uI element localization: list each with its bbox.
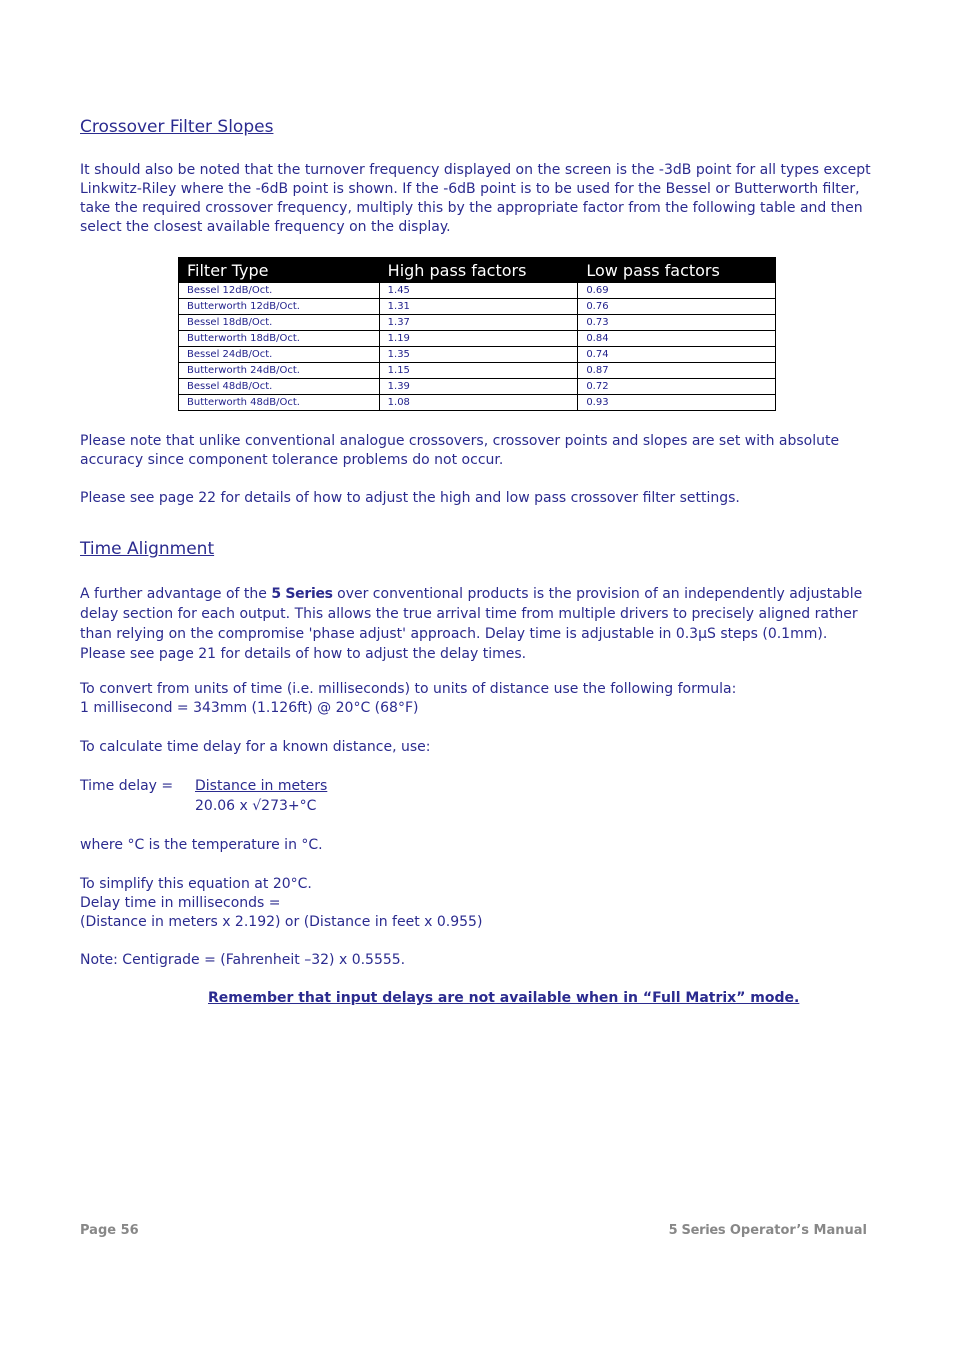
formula-text: 1 millisecond = 343mm (1.126ft) @ 20°C (68°F) — [80, 700, 419, 716]
high-pass-cell: 1.31 — [379, 299, 578, 315]
section-heading-crossover: Crossover Filter Slopes — [80, 117, 274, 137]
high-pass-cell: 1.39 — [379, 379, 578, 395]
table-header-row — [179, 258, 776, 283]
table-row — [179, 347, 776, 363]
low-pass-cell: 0.69 — [578, 283, 776, 299]
table-row — [179, 363, 776, 379]
filter-type-cell: Bessel 18dB/Oct. — [179, 315, 380, 331]
filter-factors-table — [178, 257, 776, 411]
conversion-paragraph — [80, 680, 880, 718]
footer-manual-label: Operator’s Manual — [725, 1223, 867, 1238]
high-pass-cell: 1.08 — [379, 395, 578, 411]
filter-type-cell: Bessel 48dB/Oct. — [179, 379, 380, 395]
footer-title — [669, 1223, 867, 1238]
formula-denominator: 20.06 x √273+°C — [195, 798, 317, 814]
table-row — [179, 379, 776, 395]
paragraph-text: Please see page 21 for details of how to adjust the delay times. — [80, 646, 527, 662]
paragraph-text: over conventional products is the provision of an independently adjustable delay section for each output. This allows the true arrival time from multiple drivers to precisely aligned rather than relying on the compromise 'phase adjust' approach. Delay time is adjustable in 0.3µS steps (0.1mm). — [80, 586, 863, 642]
paragraph-text: Delay time in milliseconds = — [80, 895, 281, 911]
brand-logotype: 5 Series — [271, 586, 333, 602]
high-pass-cell: 1.15 — [379, 363, 578, 379]
crossover-intro-paragraph: It should also be noted that the turnover frequency displayed on the screen is the -3dB point for all types except Linkwitz-Riley where the -6dB point is shown. If the -6dB point is to be used for the Bessel or Butterworth filter, take the required crossover frequency, multiply this by the appropriate factor from the following table and then select the closest available frequency on the display. — [80, 162, 871, 235]
filter-type-cell: Bessel 12dB/Oct. — [179, 283, 380, 299]
accuracy-note-paragraph: Please note that unlike conventional analogue crossovers, crossover points and slopes are set with absolute accuracy since component tolerance problems do not occur. — [80, 433, 840, 468]
high-pass-cell: 1.19 — [379, 331, 578, 347]
section-heading-time-alignment: Time Alignment — [80, 539, 215, 559]
low-pass-cell: 0.74 — [578, 347, 776, 363]
low-pass-cell: 0.72 — [578, 379, 776, 395]
filter-type-cell: Butterworth 24dB/Oct. — [179, 363, 380, 379]
column-header: Low pass factors — [578, 258, 776, 283]
low-pass-cell: 0.87 — [578, 363, 776, 379]
column-header: Filter Type — [179, 258, 380, 283]
filter-type-cell: Butterworth 12dB/Oct. — [179, 299, 380, 315]
paragraph-text: A further advantage of the — [80, 586, 272, 602]
time-alignment-paragraph — [80, 584, 880, 664]
formula-numerator: Distance in meters — [195, 778, 328, 794]
input-delay-warning: Remember that input delays are not available when in “Full Matrix” mode. — [208, 990, 800, 1006]
filter-type-cell: Butterworth 48dB/Oct. — [179, 395, 380, 411]
low-pass-cell: 0.76 — [578, 299, 776, 315]
table-row — [179, 395, 776, 411]
filter-type-cell: Butterworth 18dB/Oct. — [179, 331, 380, 347]
low-pass-cell: 0.93 — [578, 395, 776, 411]
formula-label: Time delay = — [80, 778, 174, 794]
page-reference-paragraph: Please see page 22 for details of how to adjust the high and low pass crossover filter settings. — [80, 490, 740, 506]
page-number: Page 56 — [80, 1223, 139, 1238]
high-pass-cell: 1.35 — [379, 347, 578, 363]
table-row — [179, 283, 776, 299]
high-pass-cell: 1.37 — [379, 315, 578, 331]
low-pass-cell: 0.84 — [578, 331, 776, 347]
table-row — [179, 331, 776, 347]
temperature-note: where °C is the temperature in °C. — [80, 837, 323, 853]
paragraph-text: (Distance in meters x 2.192) or (Distance in feet x 0.955) — [80, 914, 483, 930]
footer-brand-logotype: 5 Series — [668, 1223, 726, 1238]
table-row — [179, 315, 776, 331]
calculate-intro: To calculate time delay for a known distance, use: — [80, 739, 431, 755]
paragraph-text: To simplify this equation at 20°C. — [80, 876, 312, 892]
column-header: High pass factors — [379, 258, 578, 283]
table-row — [179, 299, 776, 315]
low-pass-cell: 0.73 — [578, 315, 776, 331]
centigrade-note: Note: Centigrade = (Fahrenheit –32) x 0.5555. — [80, 952, 406, 968]
high-pass-cell: 1.45 — [379, 283, 578, 299]
simplify-paragraph — [80, 875, 880, 932]
paragraph-text: To convert from units of time (i.e. milliseconds) to units of distance use the following formula: — [80, 681, 737, 697]
filter-type-cell: Bessel 24dB/Oct. — [179, 347, 380, 363]
